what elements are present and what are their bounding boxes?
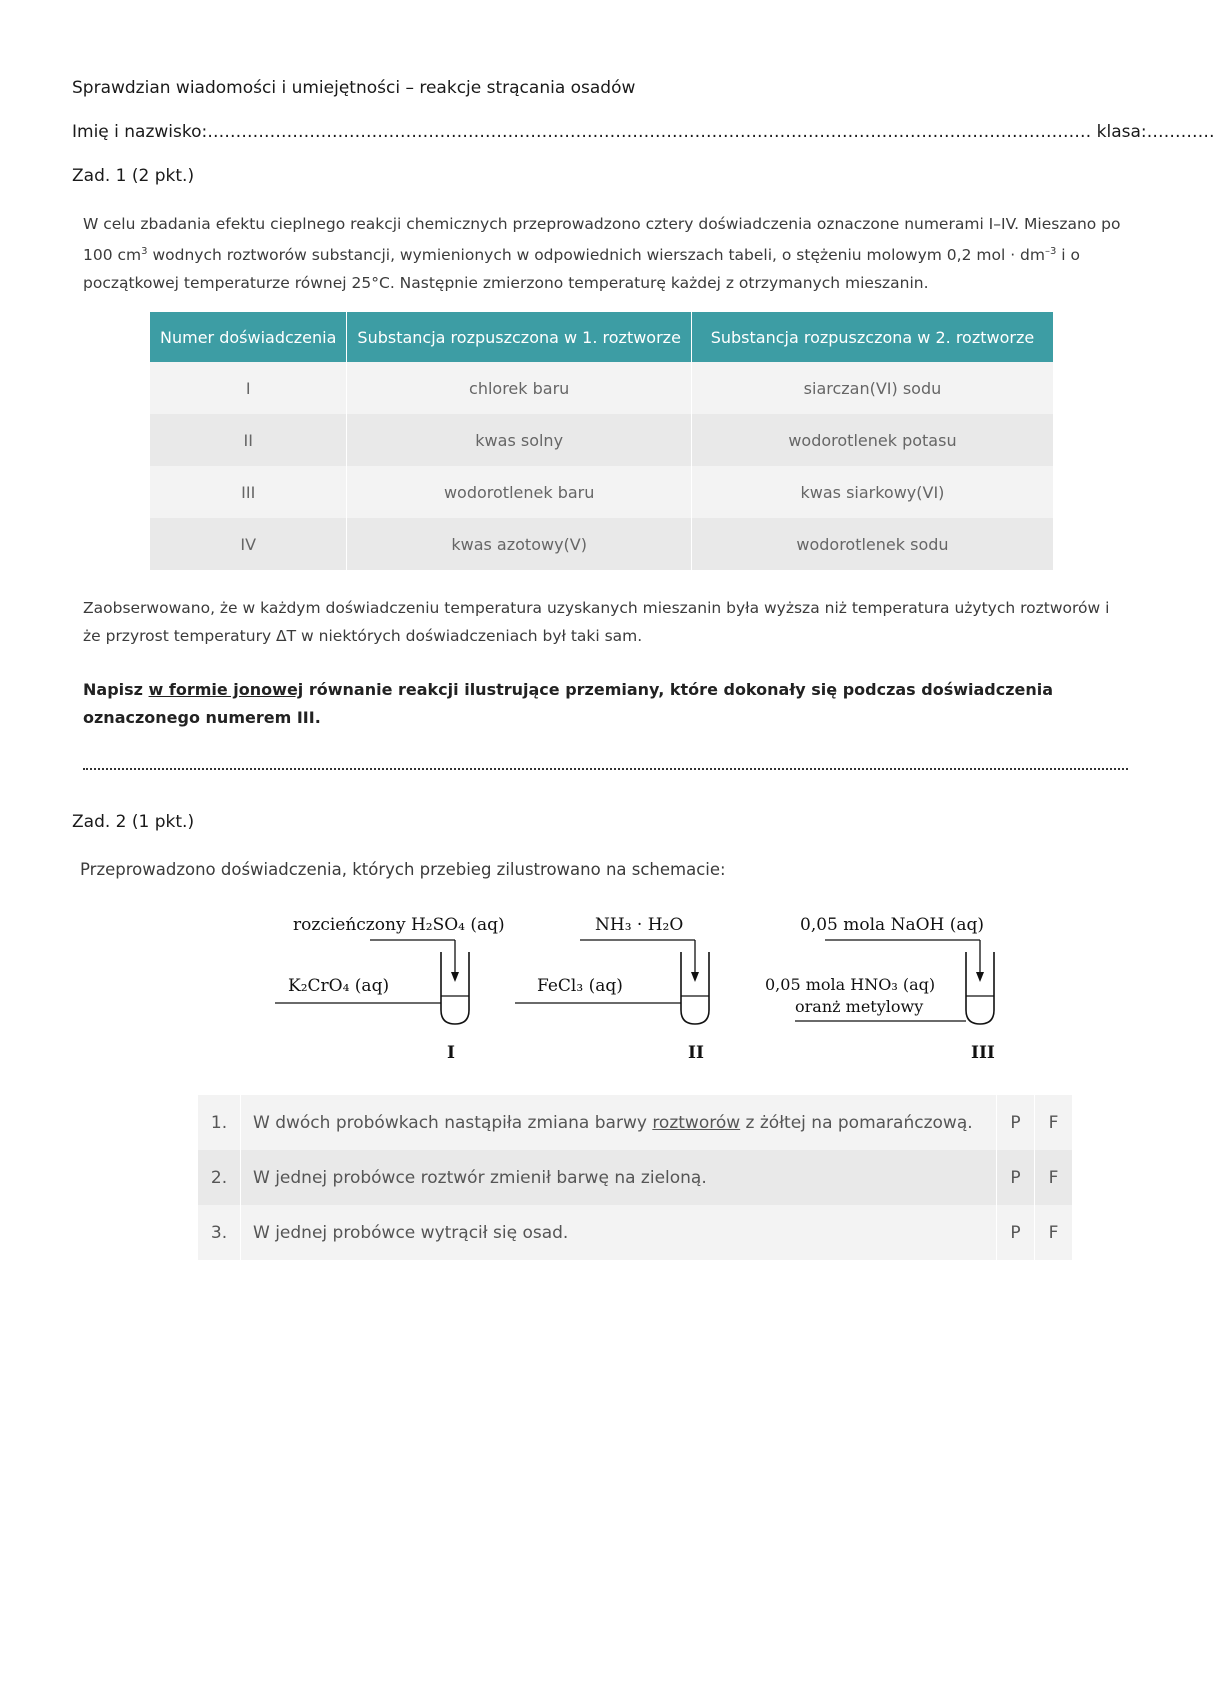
solution-2-label: FeCl₃ (aq) — [537, 976, 623, 996]
experiments-table — [150, 312, 1053, 570]
solution-3-label-2: oranż metylowy — [795, 997, 924, 1016]
statement-text — [241, 1150, 997, 1205]
column-header: Substancja rozpuszczona w 1. roztworze — [347, 312, 692, 362]
experiment-label-3: III — [971, 1043, 995, 1063]
task-2-heading: Zad. 2 (1 pkt.) — [72, 812, 195, 832]
arrow-head-3 — [976, 972, 984, 982]
column-header: Numer doświadczenia — [150, 312, 347, 362]
name-field[interactable]: ………………………………………………………………………………………………………………………………………… — [207, 122, 1092, 142]
arrow-head-2 — [691, 972, 699, 982]
statement-text-underlined: roztworów — [652, 1112, 741, 1133]
table-cell: II — [150, 414, 347, 466]
column-header: Substancja rozpuszczona w 2. roztworze — [691, 312, 1053, 362]
reagent-3-label: 0,05 mola NaOH (aq) — [800, 915, 985, 935]
table-cell: kwas azotowy(V) — [347, 518, 692, 570]
answer-line[interactable] — [83, 768, 1128, 770]
experiment-scheme — [265, 900, 1015, 1075]
reagent-2-label: NH₃ · H₂O — [595, 915, 684, 935]
task-1-instruction — [83, 676, 1123, 732]
statement-text-post: z żółtej na pomarańczową. — [740, 1112, 973, 1133]
table-cell: siarczan(VI) sodu — [691, 362, 1053, 414]
statement-text — [241, 1205, 997, 1260]
table-row — [198, 1095, 1072, 1150]
intro-sup-2: –3 — [1044, 246, 1057, 257]
true-option[interactable]: P — [997, 1150, 1035, 1205]
table-cell: III — [150, 466, 347, 518]
intro-text-3: i o początkowej temperaturze równej 25°C. Następnie zmierzono temperaturę każdej z otrzymanych mieszanin. — [83, 246, 1081, 293]
instruction-underlined: w formie jonowej — [148, 680, 304, 699]
table-cell: kwas solny — [347, 414, 692, 466]
statement-text — [241, 1095, 997, 1150]
table-row — [150, 466, 1053, 518]
intro-text-1: W celu zbadania efektu cieplnego reakcji chemicznych przeprowadzono cztery doświadczenia oznaczone numerami I–IV. Mieszano po 100 cm — [83, 215, 1121, 265]
table-row — [150, 414, 1053, 466]
class-label: klasa: — [1091, 122, 1147, 142]
statement-number: 2. — [198, 1150, 241, 1205]
solution-3-label-1: 0,05 mola HNO₃ (aq) — [765, 975, 936, 994]
observation-text: Zaobserwowano, że w każdym doświadczeniu temperatura uzyskanych mieszanin była wyższa niż temperatura użytych roztworów i że przyrost temperatury ΔT w niektórych doświadczeniach był taki sam. — [83, 599, 1110, 645]
experiment-label-1: I — [447, 1043, 455, 1063]
false-option[interactable]: F — [1035, 1150, 1073, 1205]
table-cell: wodorotlenek sodu — [691, 518, 1053, 570]
statement-text-pre: W jednej probówce wytrącił się osad. — [253, 1222, 569, 1243]
table-row — [198, 1150, 1072, 1205]
class-field[interactable]: ………… — [1146, 122, 1215, 142]
table-row — [198, 1205, 1072, 1260]
true-option[interactable]: P — [997, 1205, 1035, 1260]
table-cell: I — [150, 362, 347, 414]
true-false-table — [198, 1095, 1072, 1260]
experiment-label-2: II — [688, 1043, 704, 1063]
table-cell: kwas siarkowy(VI) — [691, 466, 1053, 518]
task-1-heading: Zad. 1 (2 pkt.) — [72, 166, 195, 186]
arrow-head-1 — [451, 972, 459, 982]
instruction-post: równanie reakcji ilustrujące przemiany, które dokonały się podczas doświadczenia oznaczonego numerem III. — [83, 680, 1054, 727]
false-option[interactable]: F — [1035, 1205, 1073, 1260]
task-2-intro: Przeprowadzono doświadczenia, których przebieg zilustrowano na schemacie: — [80, 860, 726, 879]
statement-text-pre: W dwóch probówkach nastąpiła zmiana barwy — [253, 1112, 653, 1133]
table-row — [150, 362, 1053, 414]
table-cell: chlorek baru — [347, 362, 692, 414]
false-option[interactable]: F — [1035, 1095, 1073, 1150]
table-header-row — [150, 312, 1053, 362]
page-title: Sprawdzian wiadomości i umiejętności – reakcje strącania osadów — [72, 78, 636, 98]
statement-number: 3. — [198, 1205, 241, 1260]
solution-1-label: K₂CrO₄ (aq) — [288, 976, 390, 996]
task-1-intro — [83, 210, 1123, 297]
table-row — [150, 518, 1053, 570]
name-class-line — [72, 122, 1215, 142]
table-cell: wodorotlenek potasu — [691, 414, 1053, 466]
statement-text-pre: W jednej probówce roztwór zmienił barwę na zieloną. — [253, 1167, 707, 1188]
intro-text-2: wodnych roztworów substancji, wymienionych w odpowiednich wierszach tabeli, o stężeniu molowym 0,2 mol · dm — [147, 246, 1045, 265]
statement-number: 1. — [198, 1095, 241, 1150]
instruction-pre: Napisz — [83, 680, 149, 699]
table-cell: wodorotlenek baru — [347, 466, 692, 518]
table-cell: IV — [150, 518, 347, 570]
reagent-1-label: rozcieńczony H₂SO₄ (aq) — [293, 915, 505, 935]
true-option[interactable]: P — [997, 1095, 1035, 1150]
name-label: Imię i nazwisko: — [72, 122, 208, 142]
intro-sup-1: 3 — [141, 246, 148, 257]
